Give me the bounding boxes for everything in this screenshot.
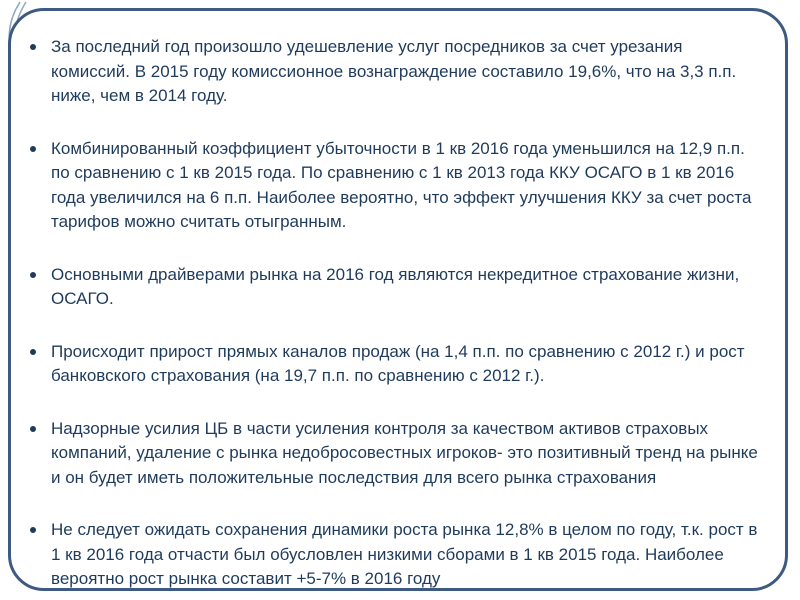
bullet-item-loss-ratio [11, 137, 781, 235]
content-card [8, 8, 788, 591]
bullet-item-market-drivers [11, 263, 781, 312]
bullet-text: Комбинированный коэффициент убыточности в 1 кв 2016 года уменьшился на 12,9 п.п. по сравнению с 1 кв 2015 года. По сравнению с 1 кв 2013 года ККУ ОСАГО в 1 кв 2016 года увеличился на 6 п.п. Наиболее вероятно, что эффект улучшения ККУ за счет роста тарифов можно считать отыгранным. [51, 138, 752, 231]
bullet-item-forecast [11, 518, 781, 592]
bullet-list [11, 35, 781, 600]
bullet-text: Происходит прирост прямых каналов продаж (на 1,4 п.п. по сравнению с 2012 г.) и рост банковского страхования (на 19,7 п.п. по сравнению с 2012 г.). [51, 341, 745, 385]
bullet-icon [30, 426, 36, 432]
bullet-text: Основными драйверами рынка на 2016 год являются некредитное страхование жизни, ОСАГО. [51, 264, 740, 308]
bullet-text: Надзорные усилия ЦБ в части усиления контроля за качеством активов страховых компаний, удаление с рынка недобросовестных игроков- это позитивный тренд на рынке и он будет иметь положительные последствия для всего рынка страхования [51, 418, 758, 487]
bullet-icon [30, 146, 36, 152]
bullet-item-supervision [11, 417, 781, 491]
bullet-icon [30, 527, 36, 533]
bullet-text: Не следует ожидать сохранения динамики роста рынка 12,8% в целом по году, т.к. рост в 1 кв 2016 года отчасти был обусловлен низкими сборами в 1 кв 2015 года. Наиболее вероятно рост рынка составит +5-7% в 2016 году [51, 520, 758, 588]
bullet-icon [30, 349, 36, 355]
bullet-item-sales-channels [11, 340, 781, 389]
bullet-text: За последний год произошло удешевление услуг посредников за счет урезания комиссий. В 2015 году комиссионное вознаграждение составило 19,6%, что на 3,3 п.п. ниже, чем в 2014 году. [51, 37, 737, 105]
bullet-icon [30, 44, 36, 50]
bullet-icon [30, 272, 36, 278]
bullet-item-commissions [11, 35, 781, 109]
